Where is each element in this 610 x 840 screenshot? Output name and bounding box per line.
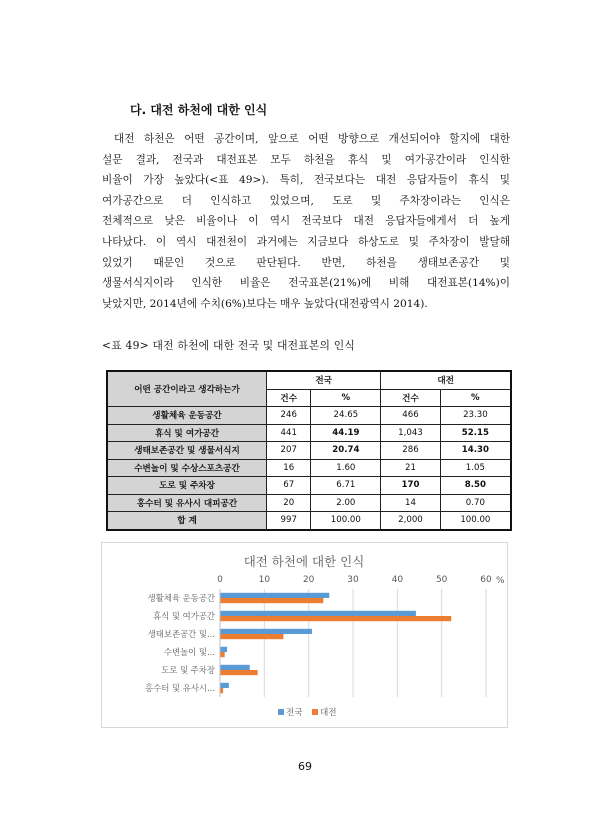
row-label: 수변놀이 및 수상스포츠공간: [107, 459, 267, 477]
paragraph-line: 있었기 때문인 것으로 판단된다. 반면, 하천을 생태보존공간 및: [102, 256, 510, 269]
corner-header: 어떤 공간이라고 생각하는가: [107, 371, 267, 407]
cell-daejeon-count: 2,000: [381, 512, 441, 530]
cell-daejeon-pct: 1.05: [440, 459, 511, 477]
body-paragraph: [102, 129, 510, 314]
cell-daejeon-count: 21: [381, 459, 441, 477]
paragraph-line: 대전 하천은 어떤 공간이며, 앞으로 어떤 방향으로 개선되어야 할지에 대한: [114, 133, 510, 145]
row-label: 홍수터 및 유사시 대피공간: [107, 494, 267, 512]
table-row: [107, 424, 511, 442]
tick-label: 40: [391, 575, 404, 585]
cell-daejeon-pct: 100.00: [440, 512, 511, 530]
cell-daejeon-pct: 52.15: [440, 424, 511, 442]
legend-swatch: [278, 709, 284, 715]
group-header-daejeon: 대전: [381, 371, 511, 389]
table-header-row: [107, 371, 511, 389]
cell-national-count: 67: [267, 477, 311, 495]
bar-national: [220, 665, 250, 670]
chart-container: [101, 542, 508, 728]
section-heading: 다. 대전 하천에 대한 인식: [130, 103, 268, 117]
tick-label: 20: [302, 575, 315, 585]
cell-national-pct: 44.19: [311, 424, 381, 442]
bar-national: [220, 611, 416, 616]
group-header-national: 전국: [267, 371, 381, 389]
bar-daejeon: [220, 670, 258, 675]
category-label: 휴식 및 여가공간: [153, 611, 215, 621]
survey-table: [106, 370, 512, 531]
table-row: [107, 477, 511, 495]
paragraph-line: 설문 결과, 전국과 대전표본 모두 하천을 휴식 및 여가공간이라 인식한: [102, 153, 510, 166]
table-row: [107, 494, 511, 512]
paragraph-line: 전체적으로 낮은 비율이나 이 역시 전국보다 대전 응답자들에게서 더 높게: [102, 215, 510, 228]
bar-daejeon: [220, 634, 283, 639]
paragraph-line: 낮았지만, 2014년에 수치(6%)보다는 매우 높았다(대전광역시 2014).: [102, 297, 428, 310]
tick-label: 10: [258, 575, 271, 585]
axis-unit-label: %: [496, 576, 505, 586]
page-number: 69: [298, 760, 312, 773]
category-label: 수변놀이 및...: [163, 647, 215, 657]
cell-daejeon-pct: 14.30: [440, 442, 511, 460]
cell-daejeon-pct: 0.70: [440, 494, 511, 512]
bar-national: [220, 647, 227, 652]
tick-label: 60: [480, 575, 492, 585]
row-label: 도로 및 주차장: [107, 477, 267, 495]
cell-national-pct: 1.60: [311, 459, 381, 477]
cell-daejeon-count: 466: [381, 407, 441, 425]
table-row: [107, 442, 511, 460]
row-label-total: 합 계: [107, 512, 267, 530]
chart-title: 대전 하천에 대한 인식: [243, 554, 365, 569]
legend-label: 전국: [286, 708, 303, 718]
tick-label: 30: [347, 575, 359, 585]
table-row: [107, 459, 511, 477]
cell-daejeon-pct: 8.50: [440, 477, 511, 495]
cell-national-count: 207: [267, 442, 311, 460]
cell-national-pct: 2.00: [311, 494, 381, 512]
cell-national-count: 246: [267, 407, 311, 425]
legend-swatch: [312, 709, 318, 715]
cell-national-count: 16: [267, 459, 311, 477]
cell-daejeon-count: 286: [381, 442, 441, 460]
category-label: 홍수터 및 유사시...: [145, 683, 215, 693]
table-total-row: [107, 512, 511, 530]
bar-daejeon: [220, 616, 451, 621]
row-label: 생태보존공간 및 생물서식지: [107, 442, 267, 460]
cell-daejeon-count: 1,043: [381, 424, 441, 442]
cell-national-pct: 6.71: [311, 477, 381, 495]
paragraph-line: 여가공간으로 더 인식하고 있었으며, 도로 및 주차장이라는 인식은: [102, 194, 510, 207]
row-label: 휴식 및 여가공간: [107, 424, 267, 442]
paragraph-line: 생물서식지이라 인식한 비율은 전국표본(21%)에 비해 대전표본(14%)이: [102, 277, 510, 290]
cell-national-pct: 24.65: [311, 407, 381, 425]
bar-daejeon: [220, 598, 323, 603]
row-label: 생활체육 운동공간: [107, 407, 267, 425]
cell-daejeon-pct: 23.30: [440, 407, 511, 425]
tick-label: 0: [217, 575, 223, 585]
bar-national: [220, 593, 329, 598]
cell-national-count: 441: [267, 424, 311, 442]
cell-national-pct: 100.00: [311, 512, 381, 530]
bar-national: [220, 629, 312, 634]
cell-national-count: 20: [267, 494, 311, 512]
category-label: 생활체육 운동공간: [147, 593, 215, 603]
bar-national: [220, 683, 229, 688]
category-label: 도로 및 주차장: [161, 665, 215, 675]
col-header-count: 건수: [381, 389, 441, 407]
category-label: 생태보존공간 및...: [147, 629, 215, 639]
col-header-pct: %: [311, 389, 381, 407]
paragraph-line: 비율이 가장 높았다(<표 49>). 특히, 전국보다는 대전 응답자들이 휴식 및: [102, 174, 510, 187]
bar-daejeon: [220, 652, 225, 657]
cell-national-count: 997: [267, 512, 311, 530]
cell-daejeon-count: 14: [381, 494, 441, 512]
cell-daejeon-count: 170: [381, 477, 441, 495]
legend-label: 대전: [320, 708, 337, 718]
table-caption: <표 49> 대전 하천에 대한 전국 및 대전표본의 인식: [102, 339, 356, 352]
col-header-count: 건수: [267, 389, 311, 407]
col-header-pct: %: [440, 389, 511, 407]
table-row: [107, 407, 511, 425]
paragraph-line: 나타났다. 이 역시 대전천이 과거에는 지금보다 하상도로 및 주차장이 발달해: [102, 235, 510, 248]
tick-label: 50: [435, 575, 448, 585]
cell-national-pct: 20.74: [311, 442, 381, 460]
bar-chart: [102, 543, 507, 727]
